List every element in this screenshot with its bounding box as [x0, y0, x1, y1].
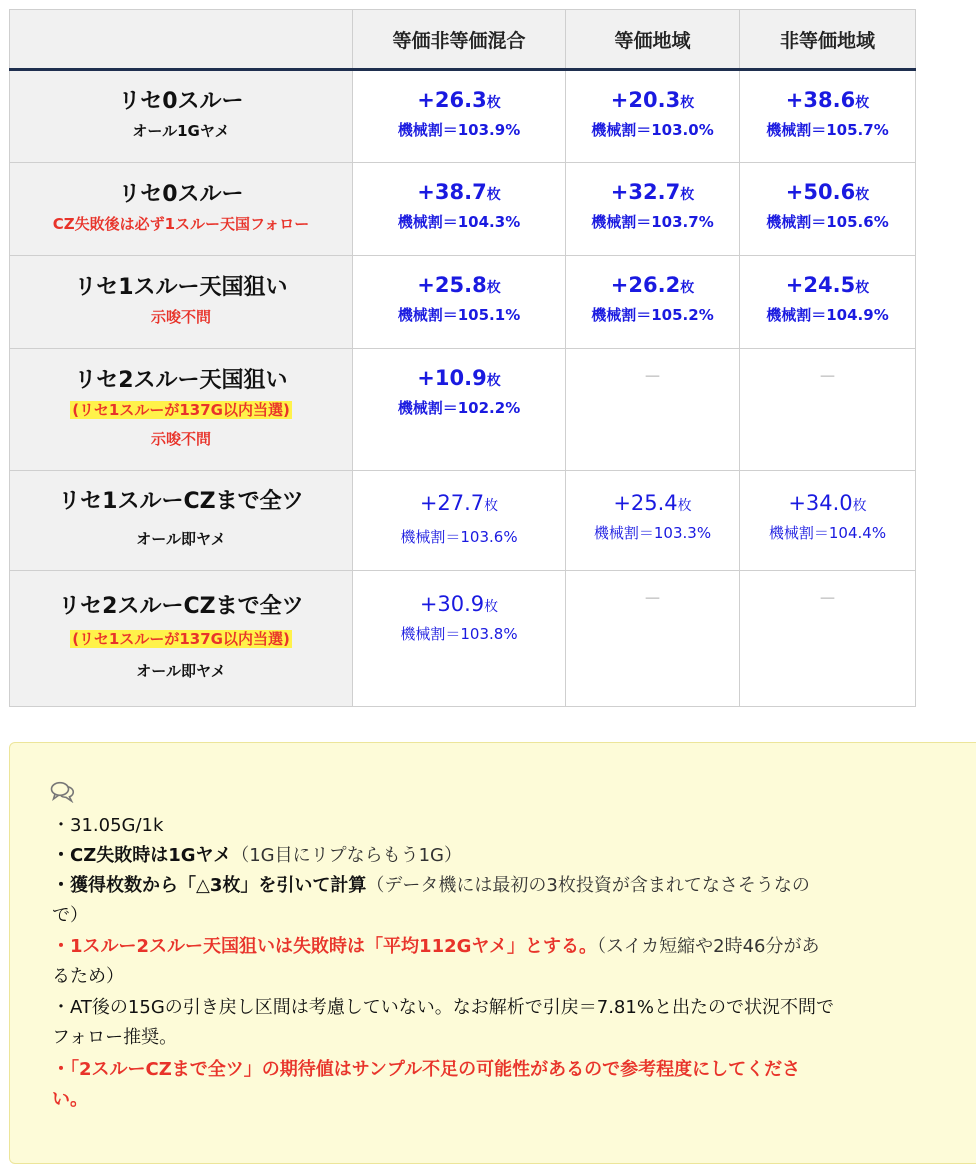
empty-cell [566, 571, 740, 707]
value-cell [566, 163, 740, 256]
payout-rate: 機械割＝103.9% [397, 121, 521, 139]
table-row [10, 70, 916, 163]
payout-rate: 機械割＝102.2% [397, 399, 521, 417]
coin-unit: 枚 [855, 187, 870, 203]
note-bold-text: ・獲得枚数から「△3枚」を引いて計算 [52, 875, 367, 896]
coin-value: +20.3 [610, 88, 681, 112]
coin-unit: 枚 [680, 187, 695, 203]
table-header-row [10, 10, 916, 70]
payout-rate: 機械割＝105.2% [591, 306, 714, 324]
coin-unit: 枚 [680, 280, 695, 296]
note-line: ・「2スルーCZまで全ツ」の期待値はサンプル不足の可能性があるので参考程度にしてくださ [52, 1059, 801, 1080]
coin-unit: 枚 [680, 95, 695, 111]
coin-value: +25.8 [417, 273, 487, 297]
row-name: リセ2スルーCZまで全ツ [58, 593, 304, 619]
table-row [10, 471, 916, 571]
value-cell [566, 471, 740, 571]
coin-value: +26.3 [417, 88, 487, 112]
payout-rate: 機械割＝104.9% [766, 306, 889, 324]
dash-mark: － [643, 367, 662, 388]
note-line: で） [52, 905, 88, 926]
row-sub: オール1Gヤメ [132, 122, 230, 140]
payout-rate: 機械割＝104.3% [397, 213, 521, 231]
coin-value: +30.9 [419, 592, 485, 616]
coin-value: +32.7 [610, 180, 681, 204]
coin-value: +38.6 [785, 88, 856, 112]
note-line: フォロー推奨。 [52, 1027, 178, 1048]
payout-rate: 機械割＝103.7% [591, 213, 714, 231]
coin-value: +25.4 [613, 491, 678, 515]
coin-unit: 枚 [852, 498, 867, 514]
coin-unit: 枚 [484, 599, 499, 615]
table-row [10, 349, 916, 471]
note-line [52, 932, 932, 962]
row-name: リセ0スルー [118, 89, 244, 114]
row-label [10, 349, 353, 471]
coin-value: +26.2 [610, 273, 681, 297]
coin-value: +27.7 [419, 491, 485, 515]
coin-unit: 枚 [855, 280, 870, 296]
row-name: リセ1スルー天国狙い [74, 274, 288, 300]
row-label [10, 70, 353, 163]
row-label [10, 571, 353, 707]
value-cell [740, 471, 916, 571]
dash-mark: － [643, 589, 662, 610]
payout-rate: 機械割＝105.6% [766, 213, 889, 231]
dash-mark: － [818, 589, 837, 610]
header-equal: 等価地域 [566, 10, 740, 70]
table-row [10, 163, 916, 256]
value-cell [740, 70, 916, 163]
note-line: い。 [52, 1089, 88, 1110]
note-line: るため） [52, 966, 124, 987]
empty-cell [740, 571, 916, 707]
coin-value: +50.6 [785, 180, 856, 204]
coin-value: +34.0 [788, 491, 853, 515]
coin-value: +24.5 [785, 273, 856, 297]
coin-unit: 枚 [486, 373, 501, 389]
empty-cell [740, 349, 916, 471]
header-nonequal: 非等価地域 [740, 10, 916, 70]
payout-rate: 機械割＝103.3% [593, 524, 712, 542]
row-label [10, 163, 353, 256]
row-condition-highlight: (リセ1スルーが137G以内当選) [72, 400, 290, 419]
note-line [52, 841, 932, 871]
expected-value-table [9, 9, 916, 707]
note-bold-text: ・CZ失敗時は1Gヤメ [52, 845, 232, 866]
coin-unit: 枚 [484, 498, 499, 514]
coin-value: +10.9 [417, 366, 487, 390]
speech-bubbles-icon [50, 781, 76, 803]
note-red-text: ・1スルー2スルー天国狙いは失敗時は「平均112Gヤメ」とする。 [52, 936, 598, 957]
payout-rate: 機械割＝103.8% [400, 625, 518, 643]
payout-rate: 機械割＝105.7% [766, 121, 889, 139]
note-line: ・AT後の15Gの引き戻し区間は考慮していない。なお解析で引戻＝7.81%と出たので状況不問で [52, 997, 834, 1018]
value-cell [353, 571, 566, 707]
payout-rate: 機械割＝105.1% [397, 306, 521, 324]
table-row [10, 256, 916, 349]
coin-unit: 枚 [855, 95, 870, 111]
notes-box [9, 742, 976, 1164]
row-label [10, 471, 353, 571]
coin-unit: 枚 [486, 187, 501, 203]
row-name: リセ1スルーCZまで全ツ [58, 489, 304, 514]
table-row [10, 571, 916, 707]
value-cell [353, 349, 566, 471]
coin-value: +38.7 [417, 180, 487, 204]
note-line [52, 871, 932, 901]
note-normal-text: （スイカ短縮や2時46分があ [597, 936, 820, 957]
coin-unit: 枚 [486, 95, 501, 111]
value-cell [353, 70, 566, 163]
value-cell [353, 471, 566, 571]
payout-rate: 機械割＝103.0% [591, 121, 714, 139]
row-sub: 示唆不問 [150, 307, 211, 326]
row-label [10, 256, 353, 349]
value-cell [566, 256, 740, 349]
value-cell [353, 256, 566, 349]
payout-rate: 機械割＝103.6% [400, 528, 518, 546]
row-name: リセ2スルー天国狙い [74, 367, 288, 393]
dash-mark: － [818, 367, 837, 388]
row-sub: 示唆不問 [150, 429, 211, 448]
row-sub: オール即ヤメ [136, 530, 226, 548]
value-cell [566, 70, 740, 163]
header-blank [10, 10, 353, 70]
value-cell [740, 256, 916, 349]
row-sub: オール即ヤメ [136, 661, 226, 680]
coin-unit: 枚 [486, 280, 501, 296]
empty-cell [566, 349, 740, 471]
value-cell [740, 163, 916, 256]
coin-unit: 枚 [677, 498, 692, 514]
note-line: ・31.05G/1k [52, 815, 164, 836]
row-sub: CZ失敗後は必ず1スルー天国フォロー [52, 214, 310, 233]
row-name: リセ0スルー [118, 181, 244, 207]
value-cell [353, 163, 566, 256]
row-condition-highlight: (リセ1スルーが137G以内当選) [72, 629, 290, 648]
note-normal-text: （データ機には最初の3枚投資が含まれてなさそうなの [366, 875, 810, 896]
header-mixed: 等価非等価混合 [353, 10, 566, 70]
payout-rate: 機械割＝104.4% [768, 524, 887, 542]
note-normal-text: （1G目にリプならもう1G） [231, 845, 463, 866]
